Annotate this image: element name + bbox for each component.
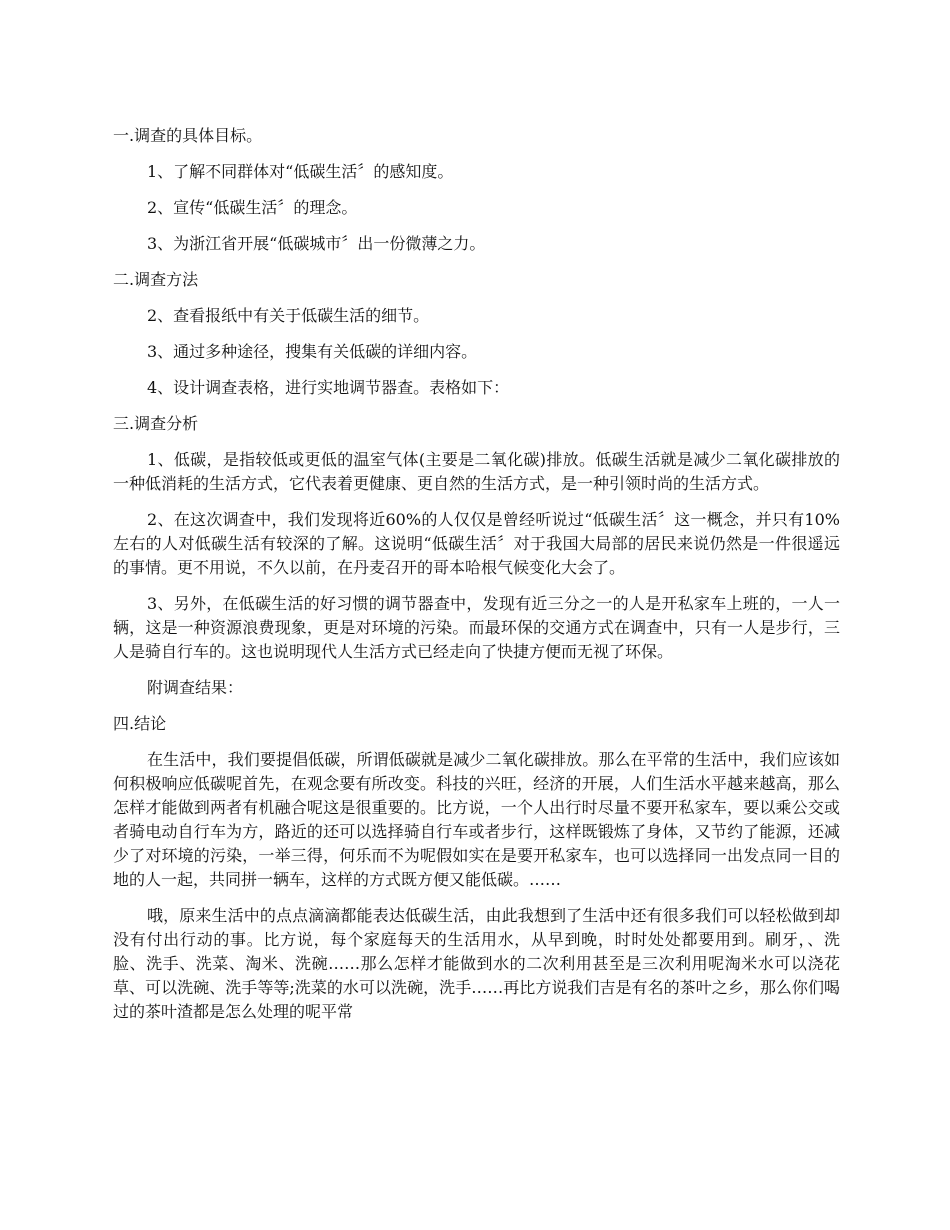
- section-heading-1: 一.调查的具体目标。: [113, 126, 263, 145]
- appendix-note: 附调查结果：: [147, 678, 244, 697]
- document-page: [113, 124, 840, 1036]
- section-heading-2: 二.调查方法: [113, 270, 199, 289]
- goal-item-2: 2、宣传“低碳生活〞的理念。: [147, 198, 358, 217]
- conclusion-paragraph-1: 在生活中，我们要提倡低碳，所谓低碳就是减少二氧化碳排放。那么在平常的生活中，我们应该如何积极响应低碳呢首先，在观念要有所改变。科技的兴旺，经济的开展，人们生活水平越来越高，那么怎样才能做到两者有机融合呢这是很重要的。比方说，一个人出行时尽量不要开私家车，要以乘公交或者骑电动自行车为方，路近的还可以选择骑自行车或者步行，这样既锻炼了身体，又节约了能源，还减少了对环境的污染，一举三得，何乐而不为呢假如实在是要开私家车，也可以选择同一出发点同一目的地的人一起，共同拼一辆车，这样的方式既方便又能低碳。……: [113, 750, 840, 889]
- method-item-3: 3、通过多种途径，搜集有关低碳的详细内容。: [147, 342, 478, 361]
- method-item-2: 2、查看报纸中有关于低碳生活的细节。: [147, 306, 430, 325]
- goal-item-3: 3、为浙江省开展“低碳城市〞出一份微薄之力。: [147, 234, 486, 253]
- analysis-paragraph-2: 2、在这次调查中，我们发现将近60%的人仅仅是曾经听说过“低碳生活〞这一概念，并只有10%左右的人对低碳生活有较深的了解。这说明“低碳生活〞对于我国大局部的居民来说仍然是一件很遥远的事情。更不用说，不久以前，在丹麦召开的哥本哈根气候变化大会了。: [113, 510, 840, 577]
- analysis-paragraph-3: 3、另外，在低碳生活的好习惯的调节器查中，发现有近三分之一的人是开私家车上班的，一人一辆，这是一种资源浪费现象，更是对环境的污染。而最环保的交通方式在调查中，只有一人是步行，三人是骑自行车的。这也说明现代人生活方式已经走向了快捷方便而无视了环保。: [113, 594, 840, 661]
- analysis-paragraph-1: 1、低碳，是指较低或更低的温室气体(主要是二氧化碳)排放。低碳生活就是减少二氧化碳排放的一种低消耗的生活方式，它代表着更健康、更自然的生活方式，是一种引领时尚的生活方式。: [113, 450, 840, 493]
- conclusion-paragraph-2: 哦，原来生活中的点点滴滴都能表达低碳生活，由此我想到了生活中还有很多我们可以轻松做到却没有付出行动的事。比方说，每个家庭每天的生活用水，从早到晚，时时处处都要用到。刷牙，、洗脸、洗手、洗菜、淘米、洗碗……那么怎样才能做到水的二次利用甚至是三次利用呢淘米水可以浇花草、可以洗碗、洗手等等;洗菜的水可以洗碗，洗手……再比方说我们吉是有名的茶叶之乡，那么你们喝过的茶叶渣都是怎么处理的呢平常: [113, 906, 840, 1021]
- method-item-4: 4、设计调查表格，进行实地调节器查。表格如下：: [147, 378, 510, 397]
- section-heading-3: 三.调查分析: [113, 414, 199, 433]
- section-heading-4: 四.结论: [113, 714, 167, 733]
- goal-item-1: 1、了解不同群体对“低碳生活〞的感知度。: [147, 162, 454, 181]
